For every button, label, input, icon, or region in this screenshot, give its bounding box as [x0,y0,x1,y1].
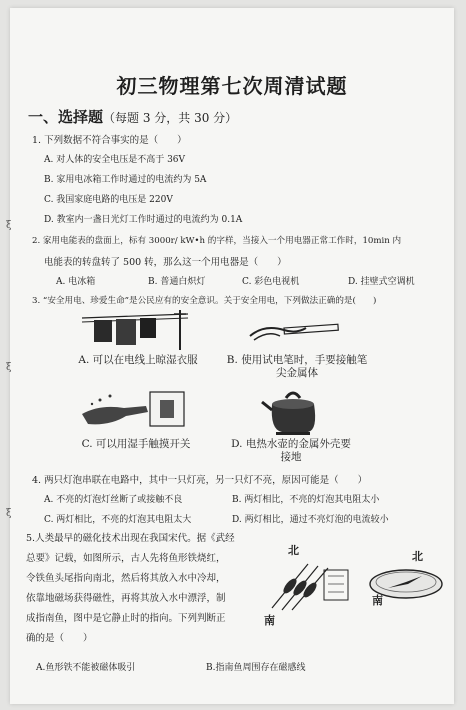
q5-stem-line1: 5.人类最早的磁化技术出现在我国宋代。据《武经 [26,533,235,544]
q1-stem: 1. 下列数据不符合事实的是（ ） [32,135,187,146]
q4-option-a: A. 不亮的灯泡灯丝断了或接触不良 [44,495,183,505]
q4-option-d: D. 两灯相比，通过不亮灯泡的电流较小 [232,515,389,525]
q5-stem-line3: 令铁鱼头尾指向南北，然后将其放入水中冷却， [26,573,226,584]
fig-label-north-2: 北 [412,550,423,563]
q1-option-d: D. 教室内一盏日光灯工作时通过的电流约为 0.1A [44,215,243,225]
q5-option-b: B.指南鱼周围存在磁感线 [206,663,306,673]
section-note: （每题 3 分，共 30 分） [103,111,238,125]
q5-stem-line5: 成指南鱼，图中是它静止时的指向。下列判断正 [26,613,226,624]
q2-option-c: C. 彩色电视机 [242,277,300,287]
q2-option-d: D. 挂壁式空调机 [348,277,415,287]
q2-stem-line1: 2. 家用电能表的盘面上，标有 3000r/ kW•h 的字样，当接入一个用电器正常工作时，10min 内 [32,236,402,246]
margin-mark: ξ [6,508,12,519]
q3-stem: 3. “安全用电、珍爱生命”是公民应有的安全意识。关于安全用电，下列做法正确的是( ) [32,296,377,306]
fig-label-south-1: 南 [264,614,275,627]
q1-option-b: B. 家用电冰箱工作时通过的电流约为 5A [44,175,207,185]
q1-option-a: A. 对人体的安全电压是不高于 36V [44,155,186,165]
q5-stem-line4: 依靠地磁场获得磁性，再将其放入水中漂浮，制 [26,593,226,604]
q2-option-b: B. 普通白炽灯 [148,277,206,287]
q4-option-b: B. 两灯相比，不亮的灯泡其电阻太小 [232,495,380,505]
q3-caption-d: D. 电热水壶的金属外壳要接地 [231,438,351,463]
q3-caption-b: B. 使用试电笔时，手要接触笔尖金属体 [226,354,368,379]
q5-stem-line6: 确的是（ ） [26,633,93,644]
q5-option-a: A.鱼形铁不能被磁体吸引 [36,663,136,673]
wet-clothes-on-wire-figure [80,310,190,352]
iron-fish-cooling-figure [268,556,352,612]
margin-mark: ξ [6,362,12,373]
fig-label-south-2: 南 [372,594,383,607]
q3-caption-a: A. 可以在电线上晾湿衣服 [78,354,198,366]
q2-stem-line2: 电能表的转盘转了 500 转，那么这一个用电器是（ ） [44,257,287,268]
section-heading [28,106,237,127]
q5-stem-line2: 总要》记载，如图所示，古人先将鱼形铁烧红， [26,553,226,564]
q4-stem: 4. 两只灯泡串联在电路中，其中一只灯亮，另一只灯不亮，原因可能是（ ） [32,475,368,486]
q1-option-c: C. 我国家庭电路的电压是 220V [44,195,173,205]
floating-compass-figure [366,564,446,604]
fig-label-north-1: 北 [288,544,299,557]
margin-mark: ξ [6,220,12,231]
q3-caption-c: C. 可以用湿手触摸开关 [81,438,191,450]
electric-kettle-figure [260,386,324,436]
page-title: 初三物理第七次周清试题 [116,74,348,98]
exam-paper [6,8,454,704]
q4-option-c: C. 两灯相比，不亮的灯泡其电阻太大 [44,515,192,525]
wet-hand-switch-figure [80,386,190,434]
test-pen-figure [244,318,344,346]
section-title: 一、选择题 [28,108,104,126]
q2-option-a: A. 电冰箱 [56,277,96,287]
